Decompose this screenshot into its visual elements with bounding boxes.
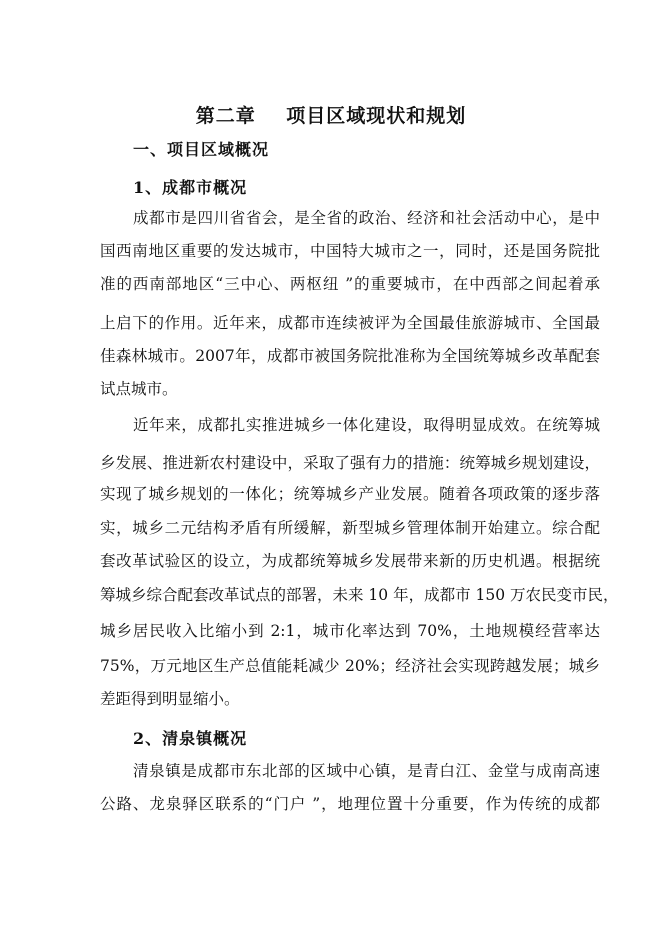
paragraph-line: 乡发展、推进新农村建设中，采取了强有力的措施：统筹城乡规划建设， — [100, 454, 600, 472]
section-heading: 一、项目区域概况 — [133, 140, 270, 159]
paragraph-line: 差距得到明显缩小。 — [100, 690, 240, 708]
paragraph-line: 佳森林城市。2007年，成都市被国务院批准称为全国统筹城乡改革配套 — [100, 347, 600, 365]
paragraph-line: 成都市是四川省省会，是全省的政治、经济和社会活动中心，是中 — [133, 209, 600, 227]
subsection-heading-qingquan: 2、清泉镇概况 — [133, 729, 248, 748]
paragraph-line: 公路、龙泉驿区联系的“门户 ”，地理位置十分重要，作为传统的成都 — [100, 795, 600, 813]
paragraph-line: 近年来，成都扎实推进城乡一体化建设，取得明显成效。在统筹城 — [133, 416, 600, 434]
paragraph-line: 实现了城乡规划的一体化；统筹城乡产业发展。随着各项政策的逐步落 — [100, 485, 600, 503]
paragraph-line: 实，城乡二元结构矛盾有所缓解，新型城乡管理体制开始建立。综合配 — [100, 519, 600, 537]
paragraph-line: 国西南地区重要的发达城市，中国特大城市之一，同时，还是国务院批 — [100, 242, 600, 260]
paragraph-line: 准的西南部地区“三中心、两枢纽 ”的重要城市，在中西部之间起着承 — [100, 275, 600, 293]
paragraph-line: 75%，万元地区生产总值能耗减少 20%；经济社会实现跨越发展；城乡 — [100, 657, 600, 675]
paragraph-line: 套改革试验区的设立，为成都统筹城乡发展带来新的历史机遇。根据统 — [100, 552, 600, 570]
paragraph-line: 试点城市。 — [100, 380, 178, 398]
paragraph-line: 筹城乡综合配套改革试点的部署，未来 10 年，成都市 150 万农民变市民， — [100, 586, 619, 604]
subsection-heading-chengdu: 1、成都市概况 — [133, 178, 248, 197]
chapter-title: 第二章 项目区域现状和规划 — [195, 105, 467, 127]
paragraph-line: 上启下的作用。近年来，成都市连续被评为全国最佳旅游城市、全国最 — [100, 314, 600, 332]
paragraph-line: 城乡居民收入比缩小到 2:1，城市化率达到 70%，土地规模经营率达 — [100, 622, 600, 640]
paragraph-line: 清泉镇是成都市东北部的区域中心镇，是青白江、金堂与成南高速 — [133, 762, 600, 780]
